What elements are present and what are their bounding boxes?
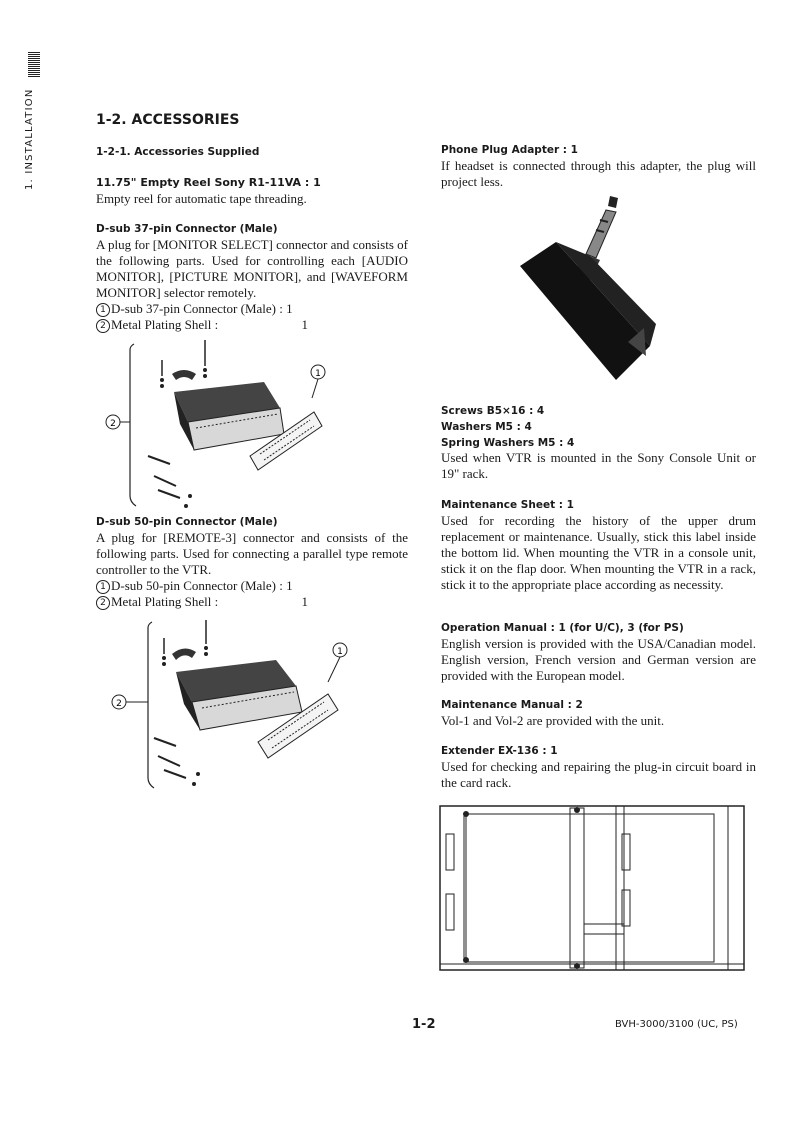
op-manual-desc: English version is provided with the USA/Canadian model. English version, French version and German version are provided with the European model. [441, 636, 756, 683]
circled-number-1: 1 [96, 303, 110, 317]
circled-number-2: 2 [96, 596, 110, 610]
dsub50-title: D-sub 50-pin Connector (Male) [96, 516, 278, 528]
screws-desc: Used when VTR is mounted in the Sony Console Unit or 19" rack. [441, 450, 756, 481]
dsub37-callout-1: 1 [315, 369, 321, 379]
maint-manual-title: Maintenance Manual : 2 [441, 699, 583, 711]
extender-board-figure [438, 804, 748, 974]
screws-line-1: Screws B5×16 : 4 [441, 405, 545, 417]
extender-block [441, 745, 756, 791]
maint-sheet-block [441, 499, 756, 593]
dsub50-part1: 1 D-sub 50-pin Connector (Male) : 1 [96, 578, 408, 594]
dsub50-part2: 2 Metal Plating Shell : 1 [96, 594, 308, 610]
washers-line: Washers M5 : 4 [441, 421, 532, 433]
reel-desc: Empty reel for automatic tape threading. [96, 191, 307, 206]
dsub37-title: D-sub 37-pin Connector (Male) [96, 223, 278, 235]
dsub50-connector-figure [106, 616, 356, 792]
model-number: BVH-3000/3100 (UC, PS) [615, 1019, 738, 1030]
spring-washers-line: Spring Washers M5 : 4 [441, 437, 575, 449]
maint-manual-desc: Vol-1 and Vol-2 are provided with the unit. [441, 713, 665, 728]
dsub37-part2: 2 Metal Plating Shell : 1 [96, 317, 308, 333]
maint-sheet-title: Maintenance Sheet : 1 [441, 499, 574, 511]
left-column [96, 146, 408, 333]
extender-desc: Used for checking and repairing the plug-in circuit board in the card rack. [441, 759, 756, 790]
side-tab-label: 1. INSTALLATION [24, 88, 35, 190]
extender-title: Extender EX-136 : 1 [441, 745, 558, 757]
dsub50-desc: A plug for [REMOTE-3] connector and consists of the following parts. Used for connecting a parallel type remote controller to the VTR. [96, 530, 408, 577]
op-manual-title: Operation Manual : 1 (for U/C), 3 (for PS) [441, 622, 684, 634]
phone-plug-adapter-figure [520, 196, 670, 382]
dsub50-callout-2: 2 [116, 699, 122, 709]
op-manual-block [441, 622, 756, 684]
maint-sheet-desc: Used for recording the history of the upper drum replacement or maintenance. Usually, stick this label inside the bottom lid. When mounting the VTR in a console unit, stick it on the flap door. When mounting the VTR in a rack, stick it to the appropriate place according as necessity. [441, 513, 756, 592]
dsub37-part1: 1 D-sub 37-pin Connector (Male) : 1 [96, 301, 408, 317]
phone-title: Phone Plug Adapter : 1 [441, 144, 578, 156]
dsub37-connector-figure [100, 336, 340, 516]
section-title: 1-2. ACCESSORIES [96, 112, 240, 128]
phone-desc: If headset is connected through this adapter, the plug will project less. [441, 158, 756, 189]
dsub50-block [96, 516, 408, 610]
subsection-title: 1-2-1. Accessories Supplied [96, 146, 260, 158]
reel-title: 11.75" Empty Reel Sony R1-11VA : 1 [96, 176, 321, 189]
maint-manual-block [441, 699, 756, 729]
margin-barcode [28, 52, 40, 78]
dsub50-callout-1: 1 [337, 647, 343, 657]
circled-number-2: 2 [96, 319, 110, 333]
screws-block [441, 405, 756, 482]
phone-block [441, 144, 756, 190]
dsub37-callout-2: 2 [110, 419, 116, 429]
page-number: 1-2 [412, 1017, 436, 1032]
circled-number-1: 1 [96, 580, 110, 594]
dsub37-desc: A plug for [MONITOR SELECT] connector and consists of the following parts. Used for controlling each [AUDIO MONITOR], [PICTURE MONITOR], and [WAVEFORM MONITOR] selector remotely. [96, 237, 408, 300]
